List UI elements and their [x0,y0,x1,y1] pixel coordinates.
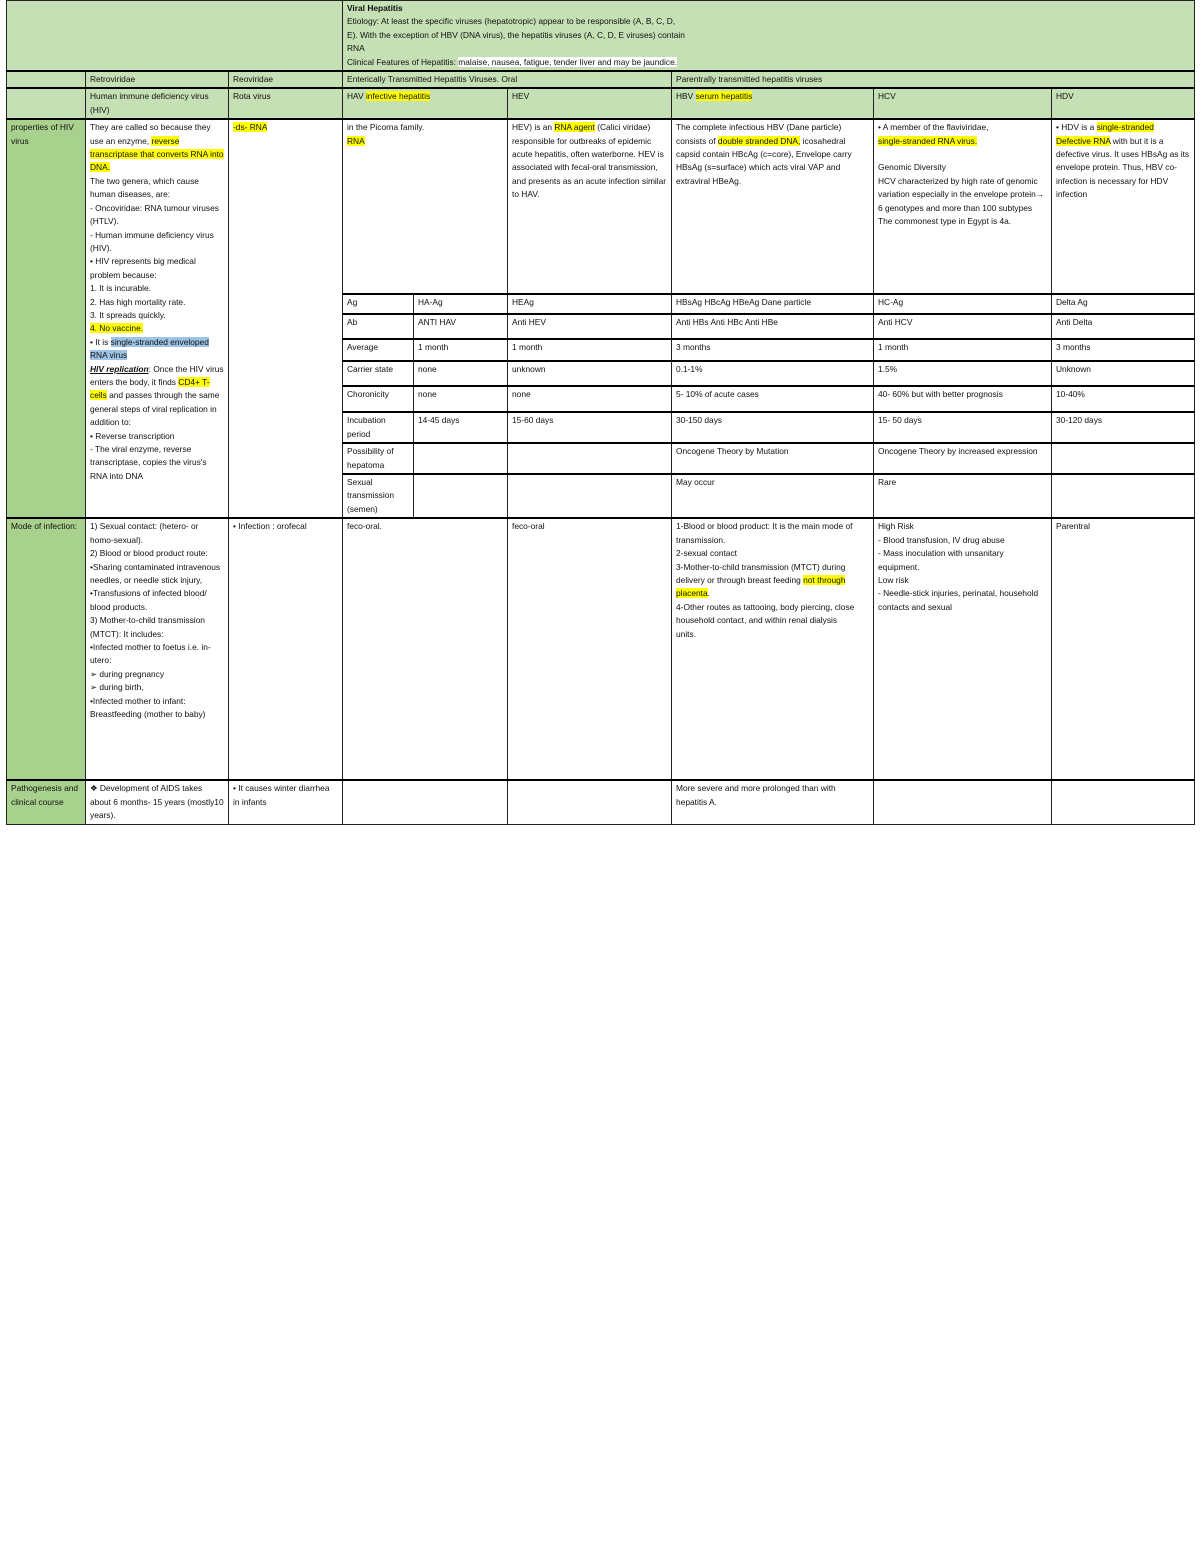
subrow-hev: unknown [508,361,672,386]
virus-blank [7,88,86,119]
clinical-features-label: Clinical Features of Hepatitis: [347,56,459,67]
hdv-prop-highlight: single-stranded Defective RNA [1056,122,1154,146]
group-retroviridae: Retroviridae [86,71,229,88]
hcv-prop-highlight: single-stranded RNA virus. [878,135,978,146]
hiv-prop-highlight: reverse transcriptase that converts RNA into DNA. [90,135,224,173]
subrow-label: Choronicity [343,386,414,412]
subrow-hbv: May occur [672,474,874,518]
subrow-hev [508,474,672,518]
subrow-hcv: 40- 60% but with better prognosis [874,386,1052,412]
hcv-mode-text: Low risk [878,574,909,585]
hiv-prop-text: 3. It spreads quickly. [90,309,166,320]
hav-prop-highlight: RNA [347,135,365,146]
hdv-pathogenesis [1052,780,1195,824]
hbv-mode-text: 1-Blood or blood product: It is the main mode of transmission. [676,521,853,545]
subrow-hav: 14-45 days [414,412,508,443]
hiv-mode-text: ➢ during birth, [90,682,144,693]
hiv-prop-text: • It is [90,336,111,347]
etiology-line: E). With the exception of HBV (DNA virus), the hepatitis viruses (A, C, D, E viruses) contain [347,29,685,40]
header-cell [343,1,1195,72]
virus-hcv: HCV [874,88,1052,119]
hdv-mode: Parentral [1052,518,1195,780]
subrow-hev: none [508,386,672,412]
virus-hbv-name: HBV [676,91,696,102]
subrow-hdv: Delta Ag [1052,294,1195,314]
subrow-hbv: 0.1-1% [672,361,874,386]
subrow-hdv: 3 months [1052,339,1195,361]
subrow-label: Average [343,339,414,361]
hiv-prop-text: • HIV represents big medical problem because: [90,256,196,280]
hcv-properties [874,119,1052,294]
hev-mode: feco-oral [508,518,672,780]
subrow-label: Possibility of hepatoma [343,443,414,474]
virus-hav-type: infective hepatitis [365,91,431,102]
subrow-hev: 1 month [508,339,672,361]
hcv-prop-text: The commonest type in Egypt is 4a. [878,216,1012,227]
hev-prop-text: HEV) is an [512,122,555,133]
subrow-hcv: HC-Ag [874,294,1052,314]
subrow-hcv: 1.5% [874,361,1052,386]
viral-hepatitis-table [6,0,1195,825]
subrow-hbv: 5- 10% of acute cases [672,386,874,412]
hiv-prop-text: - Human immune deficiency virus (HIV). [90,229,214,253]
hcv-mode-text: - Needle-stick injuries, perinatal, household contacts and sexual [878,588,1039,612]
subrow-hdv: 30-120 days [1052,412,1195,443]
hbv-prop-text: The complete infectious HBV (Dane particle) consists of [676,122,842,146]
hdv-properties [1052,119,1195,294]
hiv-prop-text: and passes through the same general steps of viral replication in addition to: [90,390,220,428]
subrow-hbv: HBsAg HBcAg HBeAg Dane particle [672,294,874,314]
hbv-mode-text: units. [676,628,697,639]
hiv-prop-text: - Oncoviridae: RNA tumour viruses (HTLV). [90,202,219,227]
subrow-hbv: 30-150 days [672,412,874,443]
group-enteric: Enterically Transmitted Hepatitis Viruses. Oral [343,71,672,88]
subrow-hav: 1 month [414,339,508,361]
hev-pathogenesis [508,780,672,824]
row-label-pathogenesis: Pathogenesis and clinical course [7,780,86,824]
hiv-mode-text: ➢ during pregnancy [90,668,165,679]
subrow-label: Ab [343,314,414,339]
hcv-pathogenesis [874,780,1052,824]
rota-prop-highlight: -ds- RNA [233,122,268,133]
hbv-prop-text: icosahedral capsid contain HBcAg (c=core), Envelope carry HBsAg (s=surface) which acts viral VAP and extraviral HBeAg. [676,135,852,186]
subrow-hav [414,443,508,474]
subrow-hbv: Anti HBs Anti HBc Anti HBe [672,314,874,339]
hiv-replication-heading: HIV replication [90,363,149,374]
hcv-mode-text: - Blood transfusion, IV drug abuse [878,534,1005,545]
subrow-hcv: Anti HCV [874,314,1052,339]
subrow-hdv: 10-40% [1052,386,1195,412]
virus-rota: Rota virus [229,88,343,119]
hcv-prop-text: HCV characterized by high rate of genomic variation especially in the envelope protein→ 6 genotypes and more than 100 subtypes [878,175,1045,213]
hiv-prop-highlight: CD4+ T-cells [90,376,210,401]
group-reoviridae: Reoviridae [229,71,343,88]
subrow-hcv: Oncogene Theory by increased expression [874,443,1052,474]
subrow-hev: Anti HEV [508,314,672,339]
subrow-hav: none [414,361,508,386]
hav-mode: feco-oral. [343,518,508,780]
subrow-hav: ANTI HAV [414,314,508,339]
hev-prop-text: (Calici viridae) responsible for outbreaks of epidemic acute hepatitis, often waterborne. HEV is associated with fecal-oral transmission, and presents as an acute infection similar to HAV. [512,122,667,200]
subrow-hev [508,443,672,474]
hiv-prop-text: 1. It is incurable. [90,283,151,294]
row-label-properties: properties of HIV virus [7,119,86,518]
hbv-properties [672,119,874,294]
virus-hbv-type: serum hepatitis [695,91,753,102]
hiv-mode-text: 1) Sexual contact: (hetero- or homo-sexual). [90,521,199,545]
hev-properties [508,119,672,294]
hcv-prop-text: • A member of the flaviviridae, [878,122,989,133]
hdv-prop-text: with but it is a defective virus. It uses HBsAg as its envelope protein. Thus, HBV co-infection is necessary for HDV infection [1056,135,1190,200]
hbv-pathogenesis: More severe and more prolonged than with hepatitis A. [672,780,874,824]
hav-prop-text: in the Picorna family. [347,122,425,133]
hiv-prop-text: : Once the HIV virus enters the body, it finds [90,363,224,387]
subrow-label: Sexual transmission (semen) [343,474,414,518]
page-title: Viral Hepatitis [347,3,403,13]
hav-properties [343,119,508,294]
subrow-hdv: Anti Delta [1052,314,1195,339]
hcv-prop-text: Genomic Diversity [878,162,946,173]
hcv-mode-text: High Risk [878,521,914,532]
subrow-hcv: 1 month [874,339,1052,361]
hbv-mode-text: 2-sexual contact [676,548,737,559]
subrow-hev: 15-60 days [508,412,672,443]
subrow-hdv [1052,474,1195,518]
virus-hbv [672,88,874,119]
hiv-prop-text: - The viral enzyme, reverse transcriptase, copies the virus's RNA into DNA [90,444,207,481]
hiv-mode-text: •Infected mother to foetus i.e. in-utero: [90,641,211,666]
subrow-label: Ag [343,294,414,314]
hav-pathogenesis [343,780,508,824]
rota-properties [229,119,343,518]
hcv-mode [874,518,1052,780]
hiv-prop-highlight: 4. No vaccine. [90,323,144,334]
hiv-mode-text: •Infected mother to infant: Breastfeeding (mother to baby) [90,695,206,719]
virus-hdv: HDV [1052,88,1195,119]
hiv-prop-text: They are called so because they use an enzyme, [90,122,211,146]
virus-hav-name: HAV [347,91,366,102]
hiv-mode-text: 3) Mother-to-child transmission (MTCT): It includes: [90,615,205,639]
subrow-hcv: Rare [874,474,1052,518]
subrow-label: Carrier state [343,361,414,386]
hev-prop-highlight: RNA agent [554,122,595,133]
hiv-mode-text: •Sharing contaminated intravenous needles, or needle stick injury, [90,561,221,585]
subrow-label: Incubation period [343,412,414,443]
hiv-mode [86,518,229,780]
hbv-mode-text: . [707,588,710,599]
virus-hav [343,88,508,119]
hbv-mode-highlight: not through placenta [676,574,846,599]
etiology-line: RNA [347,43,365,54]
row-label-mode: Mode of infection: [7,518,86,780]
subrow-hbv: 3 months [672,339,874,361]
group-parenteral: Parentrally transmitted hepatitis viruses [672,71,1195,88]
virus-hiv: Human immune deficiency virus (HIV) [86,88,229,119]
subrow-hev: HEAg [508,294,672,314]
clinical-features-text: malaise, nausea, fatigue, tender liver and may be jaundice. [458,56,678,67]
rota-pathogenesis: • It causes winter diarrhea in infants [229,780,343,824]
hbv-mode [672,518,874,780]
hiv-prop-text: 2. Has high mortality rate. [90,296,186,307]
group-blank [7,71,86,88]
header-blank-cell [7,1,343,72]
subrow-hav: none [414,386,508,412]
subrow-hdv: Unknown [1052,361,1195,386]
hdv-prop-text: • HDV is a [1056,122,1097,133]
subrow-hav: HA-Ag [414,294,508,314]
hiv-mode-text: •Transfusions of infected blood/ blood products. [90,588,207,612]
hbv-mode-text: 3-Mother-to-child transmission (MTCT) during delivery or through breast feeding [676,561,846,585]
hiv-mode-text: 2) Blood or blood product route: [90,548,208,559]
hiv-prop-text: The two genera, which cause human diseases, are: [90,175,199,200]
subrow-hcv: 15- 50 days [874,412,1052,443]
subrow-hdv [1052,443,1195,474]
hbv-mode-text: 4-Other routes as tattooing, body piercing, close household contact, and within renal dialysis [676,601,855,626]
hbv-prop-highlight: double stranded DNA, [717,135,801,146]
subrow-hav [414,474,508,518]
hcv-mode-text: - Mass inoculation with unsanitary equipment. [878,548,1004,572]
hiv-pathogenesis: ❖ Development of AIDS takes about 6 months- 15 years (mostly10 years). [86,780,229,824]
rota-mode: • Infection : orofecal [229,518,343,780]
hiv-prop-text: • Reverse transcription [90,430,175,441]
hiv-prop-highlight-blue: single-stranded enveloped RNA virus [90,336,209,361]
subrow-hbv: Oncogene Theory by Mutation [672,443,874,474]
etiology-line: Etiology: At least the specific viruses (hepatotropic) appear to be responsible (A, B, C, D, [347,16,676,27]
hiv-properties [86,119,229,518]
virus-hev: HEV [508,88,672,119]
